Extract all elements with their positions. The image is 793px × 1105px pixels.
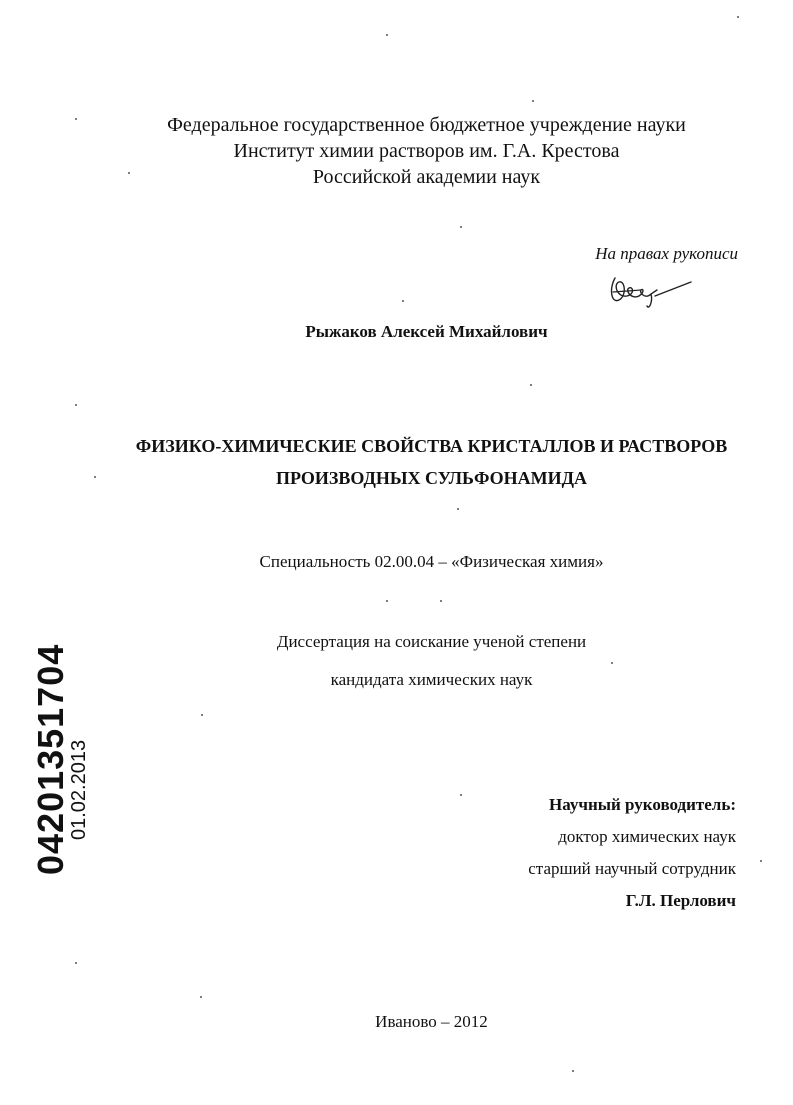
scan-speck — [460, 226, 462, 228]
institution-line-3: Российской академии наук — [312, 166, 541, 188]
scan-speck — [460, 794, 462, 796]
supervisor-name: Г.Л. Перлович — [625, 891, 736, 910]
scan-speck — [530, 384, 532, 386]
scan-speck — [440, 600, 442, 602]
city-year: Иваново – 2012 — [375, 1012, 488, 1031]
scan-speck — [402, 300, 404, 302]
manuscript-note: На правах рукописи — [595, 244, 738, 263]
supervisor-degree: доктор химических наук — [558, 827, 736, 846]
scan-speck — [75, 404, 77, 406]
scan-speck — [572, 1070, 574, 1072]
institution-block — [30, 112, 793, 190]
scan-speck — [737, 16, 739, 18]
scan-speck — [75, 962, 77, 964]
dissertation-title — [35, 430, 793, 494]
author-name: Рыжаков Алексей Михайлович — [305, 322, 548, 341]
title-line-1: ФИЗИКО-ХИМИЧЕСКИЕ СВОЙСТВА КРИСТАЛЛОВ И РАСТВОРОВ — [135, 436, 728, 456]
scan-speck — [75, 118, 77, 120]
institution-line-2: Институт химии растворов им. Г.А. Крестова — [233, 140, 620, 162]
degree-line-1: Диссертация на соискание ученой степени — [276, 632, 587, 651]
degree-line-2: кандидата химических наук — [330, 670, 533, 689]
scan-speck — [760, 860, 762, 862]
stamp-code: 04201351704 — [30, 643, 71, 875]
scan-speck — [201, 714, 203, 716]
scan-speck — [200, 996, 202, 998]
supervisor-heading: Научный руководитель: — [549, 795, 736, 814]
scan-speck — [386, 600, 388, 602]
institution-line-1: Федеральное государственное бюджетное учреждение науки — [167, 114, 686, 136]
supervisor-position: старший научный сотрудник — [528, 859, 736, 878]
scan-speck — [457, 508, 459, 510]
signature — [605, 270, 695, 314]
title-line-2: ПРОИЗВОДНЫХ СУЛЬФОНАМИДА — [275, 468, 588, 488]
specialty: Специальность 02.00.04 – «Физическая химия» — [259, 552, 604, 571]
supervisor-block — [528, 789, 736, 917]
scan-speck — [532, 100, 534, 102]
stamp-date: 01.02.2013 — [68, 739, 90, 840]
scan-speck — [386, 34, 388, 36]
scan-speck — [94, 476, 96, 478]
scan-speck — [128, 172, 130, 174]
scan-speck — [611, 662, 613, 664]
